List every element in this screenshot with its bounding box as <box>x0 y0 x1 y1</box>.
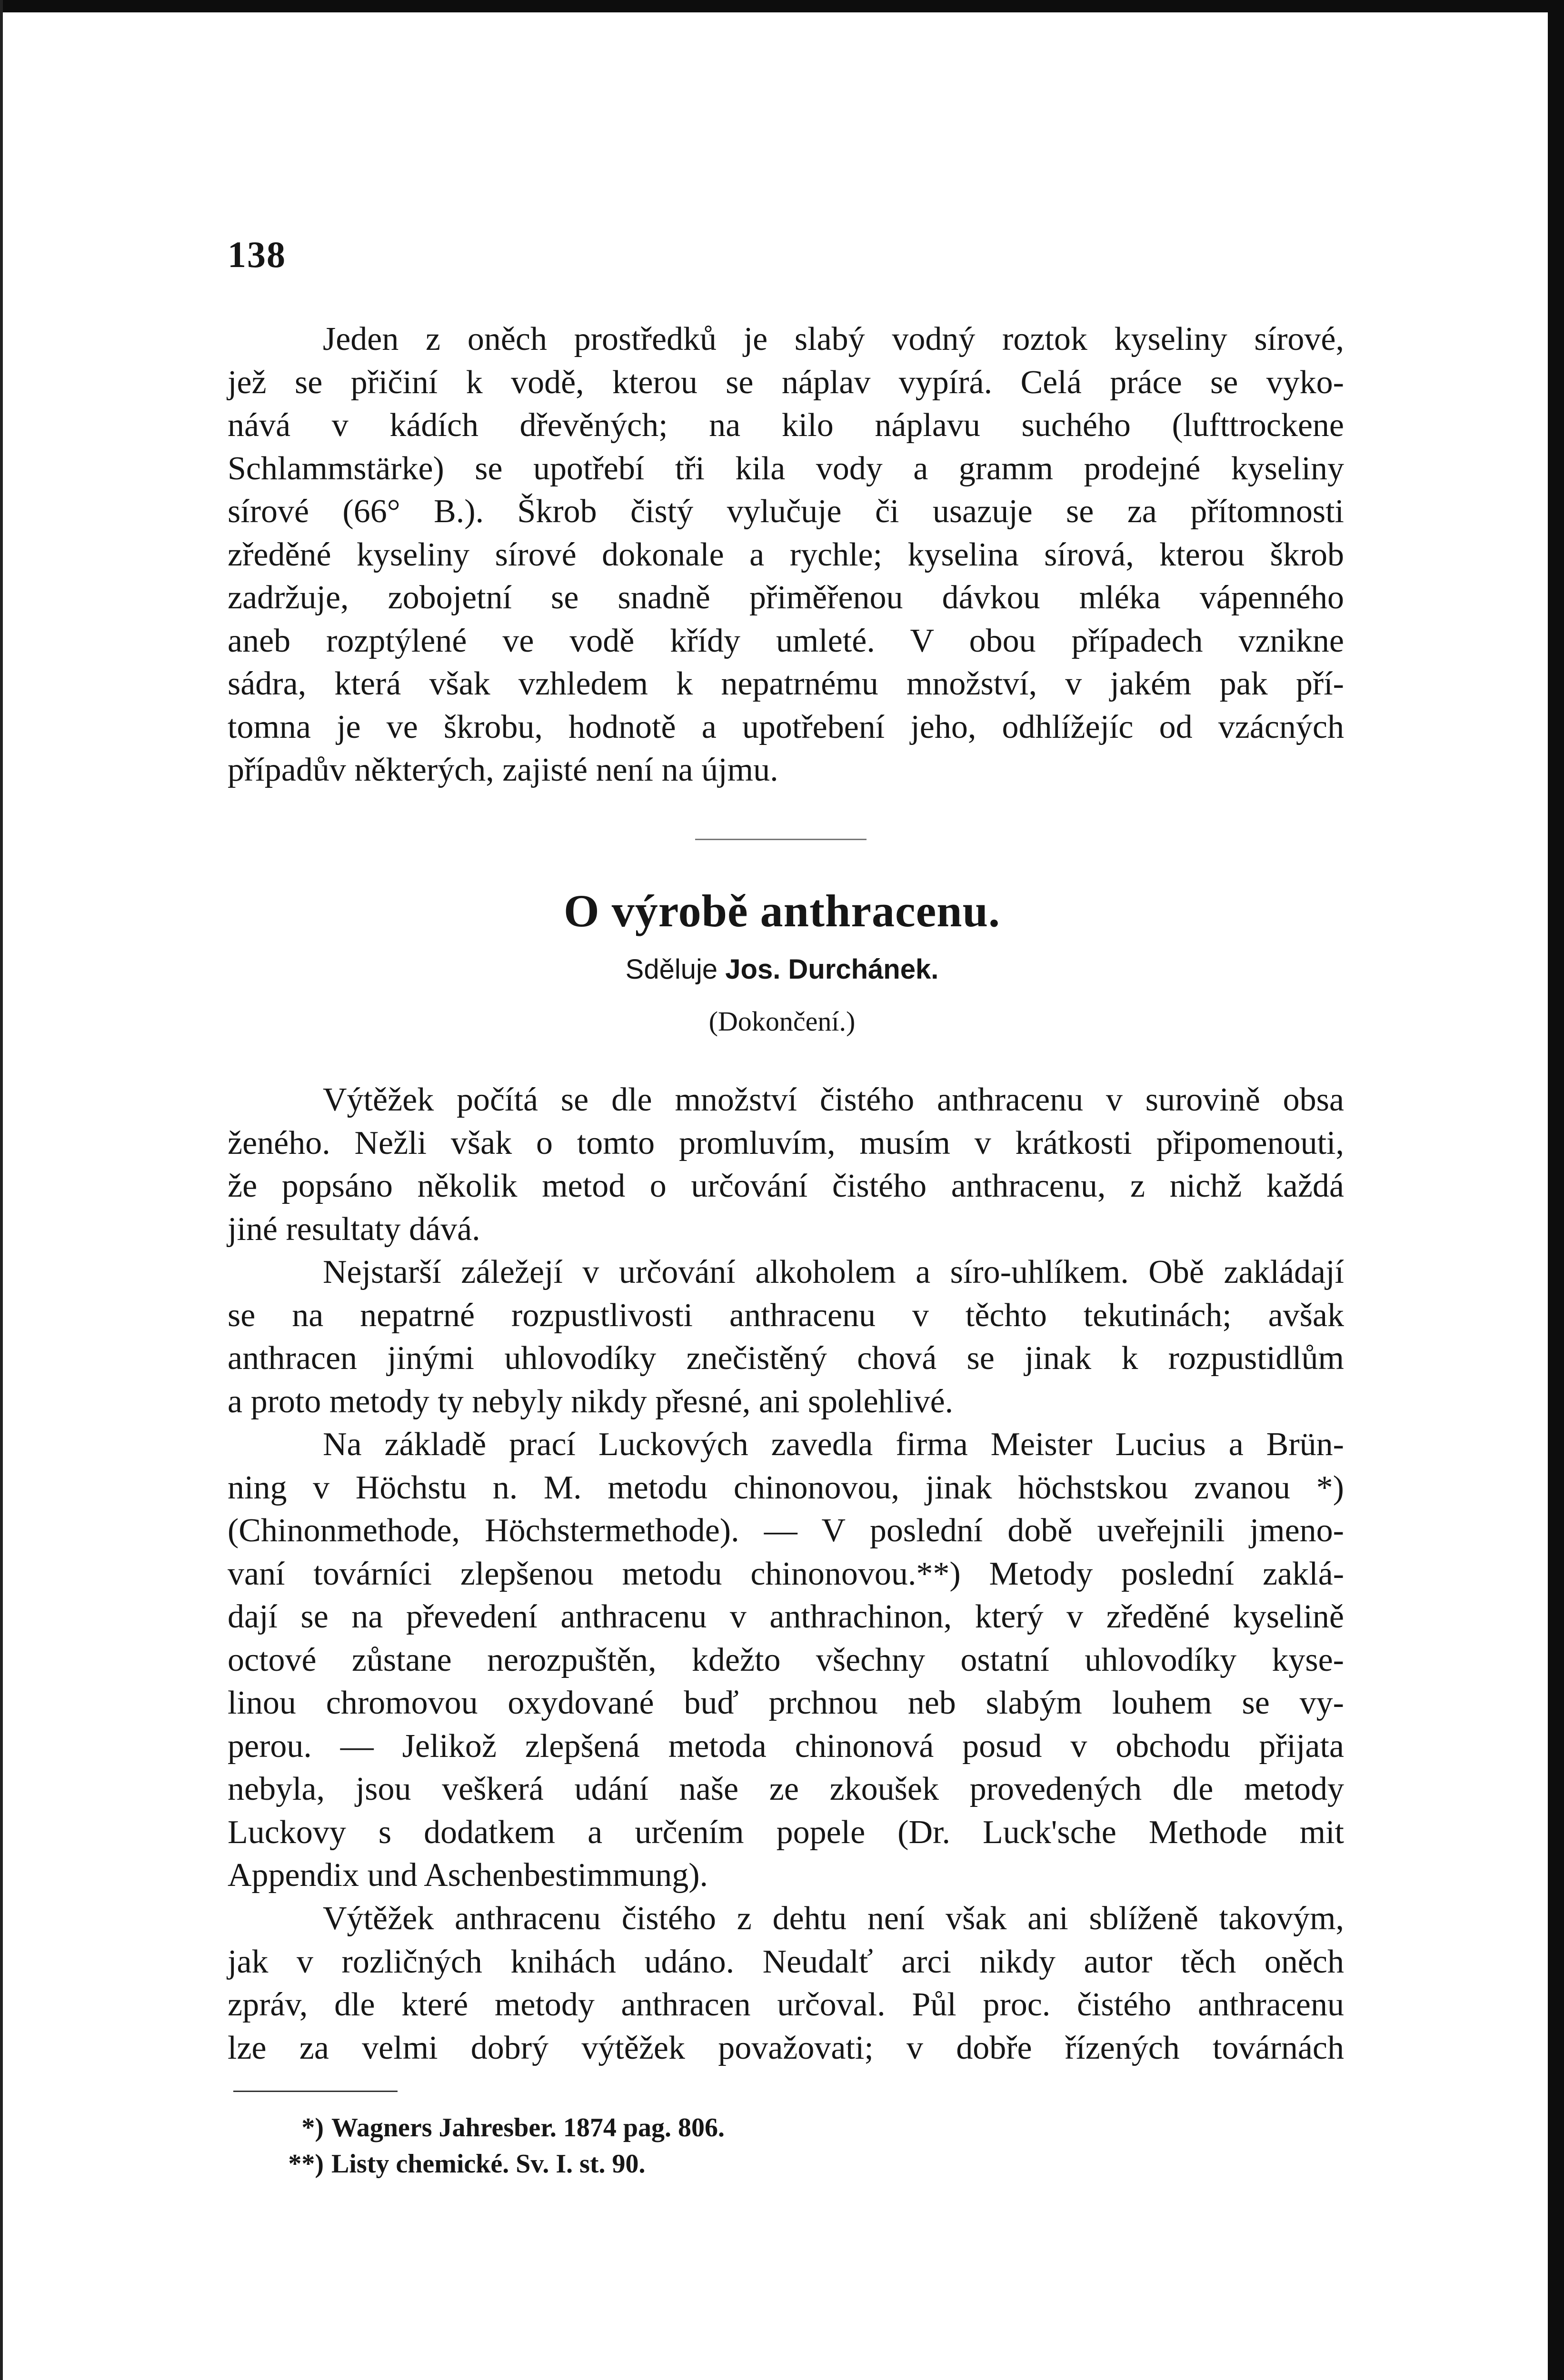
text-line: Nejstarší záležejí v určování alkoholem a síro-uhlíkem. Obě zakládají <box>323 1254 1344 1290</box>
text-line: lze za velmi dobrý výtěžek považovati; v dobře řízených továrnách <box>228 2029 1344 2066</box>
text-line: aneb rozptýlené ve vodě křídy umleté. V obou případech vznikne <box>228 622 1344 659</box>
continuation-note: (Dokončení.) <box>708 1006 856 1037</box>
article-title: O výrobě anthracenu. <box>564 885 1000 936</box>
byline-prefix: Sděluje <box>625 954 718 985</box>
text-line: že popsáno několik metod o určování čistého anthracenu, z nichž každá <box>228 1168 1344 1204</box>
text-line: Schlammstärke) se upotřebí tři kila vody a gramm prodejné kyseliny <box>228 450 1344 487</box>
text-line: octové zůstane nerozpuštěn, kdežto všechny ostatní uhlovodíky kyse- <box>228 1641 1344 1678</box>
footnote-text: Listy chemické. Sv. I. st. 90. <box>331 2149 646 2179</box>
text-line: nává v kádích dřevěných; na kilo náplavu suchého (lufttrockene <box>228 407 1344 444</box>
footnotes <box>281 2110 725 2182</box>
footnote-rule <box>233 2091 398 2092</box>
text-line: Na základě prací Luckových zavedla firma Meister Lucius a Brün- <box>323 1426 1344 1463</box>
text-line: Výtěžek anthracenu čistého z dehtu není však ani sblíženě takovým, <box>323 1900 1344 1937</box>
text-line: se na nepatrné rozpustlivosti anthracenu v těchto tekutinách; avšak <box>228 1297 1344 1334</box>
text-line: zpráv, dle které metody anthracen určoval. Půl proc. čistého anthracenu <box>228 1986 1344 2023</box>
text-line: (Chinonmethode, Höchstermethode). — V poslední době uveřejnili jmeno- <box>228 1512 1344 1549</box>
section-divider <box>695 839 867 840</box>
text-line: tomna je ve škrobu, hodnotě a upotřebení jeho, odhlížejíc od vzácných <box>228 708 1344 745</box>
text-line: a proto metody ty nebyly nikdy přesné, ani spolehlivé. <box>228 1383 954 1420</box>
footnote-item <box>281 2110 725 2146</box>
byline-author: Jos. Durchánek. <box>725 954 939 985</box>
text-line: ning v Höchstu n. M. metodu chinonovou, jinak höchstskou zvanou *) <box>228 1469 1344 1506</box>
footnote-mark: **) <box>288 2149 324 2179</box>
footnote-mark: *) <box>301 2113 324 2142</box>
paragraph-chinon-method <box>228 1423 1344 1897</box>
paragraph-oldest-methods <box>228 1251 1344 1423</box>
text-line: linou chromovou oxydované buď prchnou neb slabým louhem se vy- <box>228 1685 1344 1721</box>
text-line: Appendix und Aschenbestimmung). <box>228 1857 708 1894</box>
page-number: 138 <box>228 234 286 275</box>
text-line: případův některých, zajisté není na újmu. <box>228 752 778 788</box>
text-line: jež se přičiní k vodě, kterou se náplav vypírá. Celá práce se vyko- <box>228 364 1344 401</box>
text-line: Luckovy s dodatkem a určením popele (Dr. Luck'sche Methode mit <box>228 1814 1344 1851</box>
paragraph-starch-acid <box>228 318 1344 792</box>
paragraph-yield <box>228 1079 1344 1251</box>
footnote-text: Wagners Jahresber. 1874 pag. 806. <box>331 2113 725 2142</box>
scan-border-left <box>0 0 3 2380</box>
text-line: jak v rozličných knihách udáno. Neudalť arci nikdy autor těch oněch <box>228 1943 1344 1980</box>
text-line: Jeden z oněch prostředků je slabý vodný roztok kyseliny sírové, <box>323 321 1344 357</box>
text-line: zředěné kyseliny sírové dokonale a rychle; kyselina sírová, kterou škrob <box>228 536 1344 573</box>
text-line: sírové (66° B.). Škrob čistý vylučuje či usazuje se za přítomnosti <box>228 493 1344 530</box>
text-line: perou. — Jelikož zlepšená metoda chinonová posud v obchodu přijata <box>228 1727 1344 1765</box>
scan-border-top <box>0 0 1564 12</box>
paragraph-tar-yield <box>228 1897 1344 2070</box>
text-line: ženého. Nežli však o tomto promluvím, musím v krátkosti připomenouti, <box>228 1124 1344 1161</box>
text-line: vaní továrníci zlepšenou metodu chinonovou.**) Metody poslední zaklá- <box>228 1555 1344 1592</box>
text-line: dají se na převedení anthracenu v anthrachinon, který v zředěné kyselině <box>228 1598 1344 1635</box>
footnote-item <box>281 2146 725 2182</box>
text-line: Výtěžek počítá se dle množství čistého anthracenu v surovině obsa <box>323 1081 1344 1118</box>
text-line: anthracen jinými uhlovodíky znečistěný chová se jinak k rozpustidlům <box>228 1340 1344 1377</box>
text-line: nebyla, jsou veškerá udání naše ze zkoušek provedených dle metody <box>228 1771 1344 1807</box>
text-line: zadržuje, zobojetní se snadně přiměřenou dávkou mléka vápenného <box>228 579 1344 616</box>
text-line: jiné resultaty dává. <box>228 1210 480 1248</box>
article-byline <box>0 953 1564 985</box>
text-line: sádra, která však vzhledem k nepatrnému množství, v jakém pak pří- <box>228 665 1344 702</box>
scan-border-right <box>1548 0 1564 2380</box>
